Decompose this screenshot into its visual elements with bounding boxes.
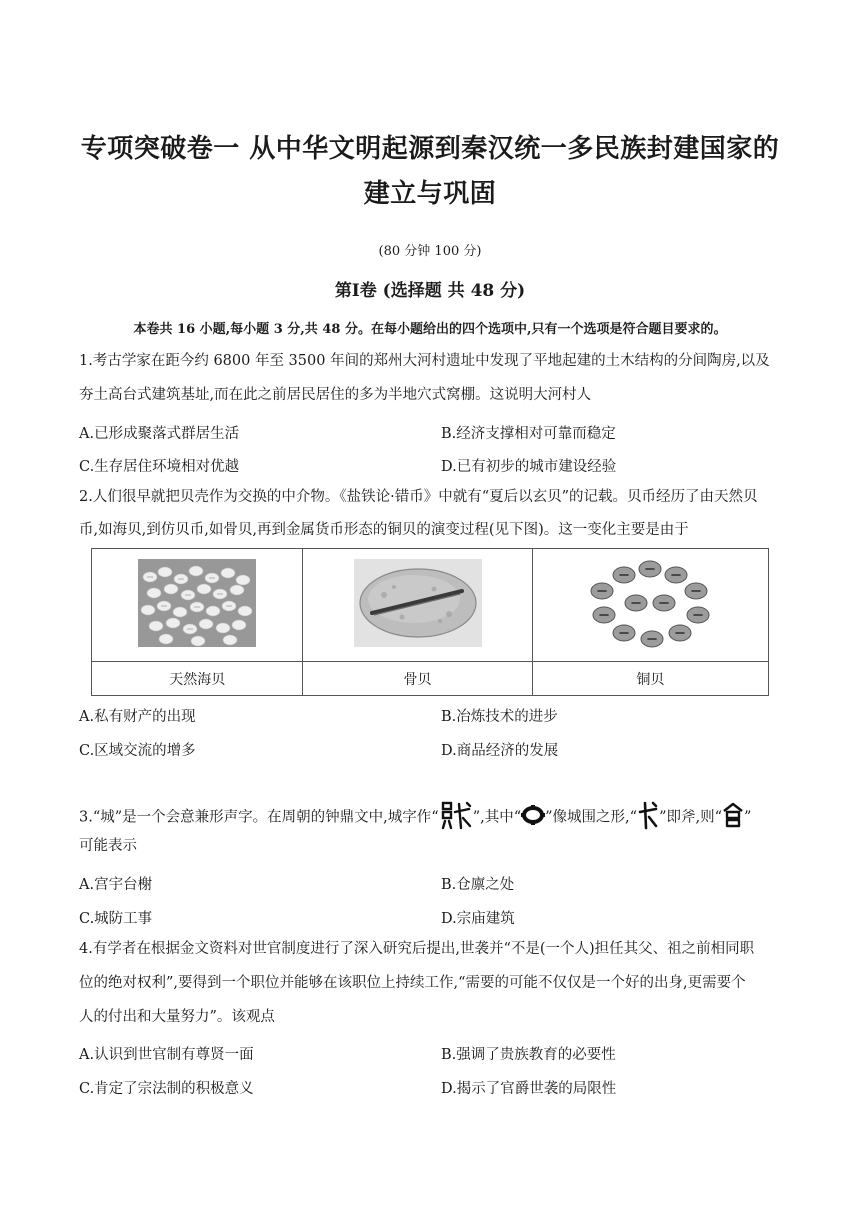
- q2-option-d: D.商品经济的发展: [441, 743, 559, 759]
- q1-stem-line2: 夯土高台式建筑基址,而在此之前居民居住的多为半地穴式窝棚。这说明大河村人: [79, 387, 592, 403]
- q4-stem-line3: 人的付出和大量努力”。该观点: [79, 1009, 275, 1025]
- q3-stem-line1: [79, 800, 751, 835]
- q3-stem-line2: 可能表示: [79, 838, 137, 854]
- q4-option-b: B.强调了贵族教育的必要性: [441, 1047, 616, 1063]
- q1-option-c: C.生存居住环境相对优越: [79, 459, 240, 475]
- sea-shell-image: [92, 549, 303, 662]
- q3-option-d: D.宗庙建筑: [441, 911, 515, 927]
- shell-currency-table: [91, 548, 769, 696]
- q2-option-b: B.冶炼技术的进步: [441, 709, 558, 725]
- q4-option-d: D.揭示了官爵世袭的局限性: [441, 1081, 617, 1097]
- bronze-shell-image: [532, 549, 768, 662]
- q2-stem-line2: 币,如海贝,到仿贝币,如骨贝,再到金属货币形态的铜贝的演变过程(见下图)。这一变化主要是由于: [79, 522, 689, 538]
- sea-shells-photo: [138, 559, 256, 647]
- bone-shell-photo: [354, 559, 482, 647]
- q2-option-a: A.私有财产的出现: [79, 709, 196, 725]
- paper-title-line1: 专项突破卷一 从中华文明起源到秦汉统一多民族封建国家的: [80, 134, 780, 164]
- q1-stem-line1: 1.考古学家在距今约 6800 年至 3500 年间的郑州大河村遗址中发现了平地起建的土木结构的分间陶房,以及: [79, 353, 770, 369]
- q4-stem-line2: 位的绝对权利”,要得到一个职位并能够在该职位上持续工作,“需要的可能不仅仅是一个好的出身,更需要个: [79, 975, 746, 991]
- city-wall-glyph-icon: [521, 805, 545, 830]
- q3-text-part5: ”: [744, 809, 752, 826]
- q1-option-b: B.经济支撑相对可靠而稳定: [441, 426, 616, 442]
- paper-title-line2: 建立与巩固: [363, 179, 497, 209]
- shrine-glyph-icon: [722, 802, 744, 833]
- q4-stem-line1: 4.有学者在根据金文资料对世官制度进行了深入研究后提出,世袭并“不是(一个人)担任其父、祖之前相同职: [79, 941, 755, 957]
- label-bronze-shell: 铜贝: [532, 662, 768, 696]
- q3-text-part2: ”,其中“: [472, 809, 522, 826]
- q3-option-b: B.仓廪之处: [441, 877, 515, 893]
- instructions: 本卷共 16 小题,每小题 3 分,共 48 分。在每小题给出的四个选项中,只有一个选项是符合题目要求的。: [133, 322, 727, 337]
- section-heading: 第Ⅰ卷 (选择题 共 48 分): [334, 281, 526, 301]
- label-sea-shell: 天然海贝: [92, 662, 303, 696]
- bone-shell-image: [303, 549, 532, 662]
- q3-text-part4: ”即斧,则“: [659, 809, 722, 826]
- q1-option-a: A.已形成聚落式群居生活: [79, 426, 240, 442]
- q2-option-c: C.区域交流的增多: [79, 743, 196, 759]
- q4-option-a: A.认识到世官制有尊贤一面: [79, 1047, 254, 1063]
- q3-text-part3: ”像城围之形,“: [545, 809, 638, 826]
- label-bone-shell: 骨贝: [303, 662, 532, 696]
- q3-option-c: C.城防工事: [79, 911, 153, 927]
- bronze-shells-photo: [584, 557, 716, 649]
- q3-text-part1: 3.“城”是一个会意兼形声字。在周朝的钟鼎文中,城字作“: [79, 809, 439, 826]
- cheng-glyph-icon: [439, 800, 473, 835]
- q1-option-d: D.已有初步的城市建设经验: [441, 459, 617, 475]
- q3-option-a: A.宫宇台榭: [79, 877, 153, 893]
- time-score: (80 分钟 100 分): [378, 244, 482, 259]
- axe-glyph-icon: [637, 800, 659, 835]
- q2-stem-line1: 2.人们很早就把贝壳作为交换的中介物。《盐铁论·错币》中就有“夏后以玄贝”的记载。贝币经历了由天然贝: [79, 489, 758, 505]
- q4-option-c: C.肯定了宗法制的积极意义: [79, 1081, 254, 1097]
